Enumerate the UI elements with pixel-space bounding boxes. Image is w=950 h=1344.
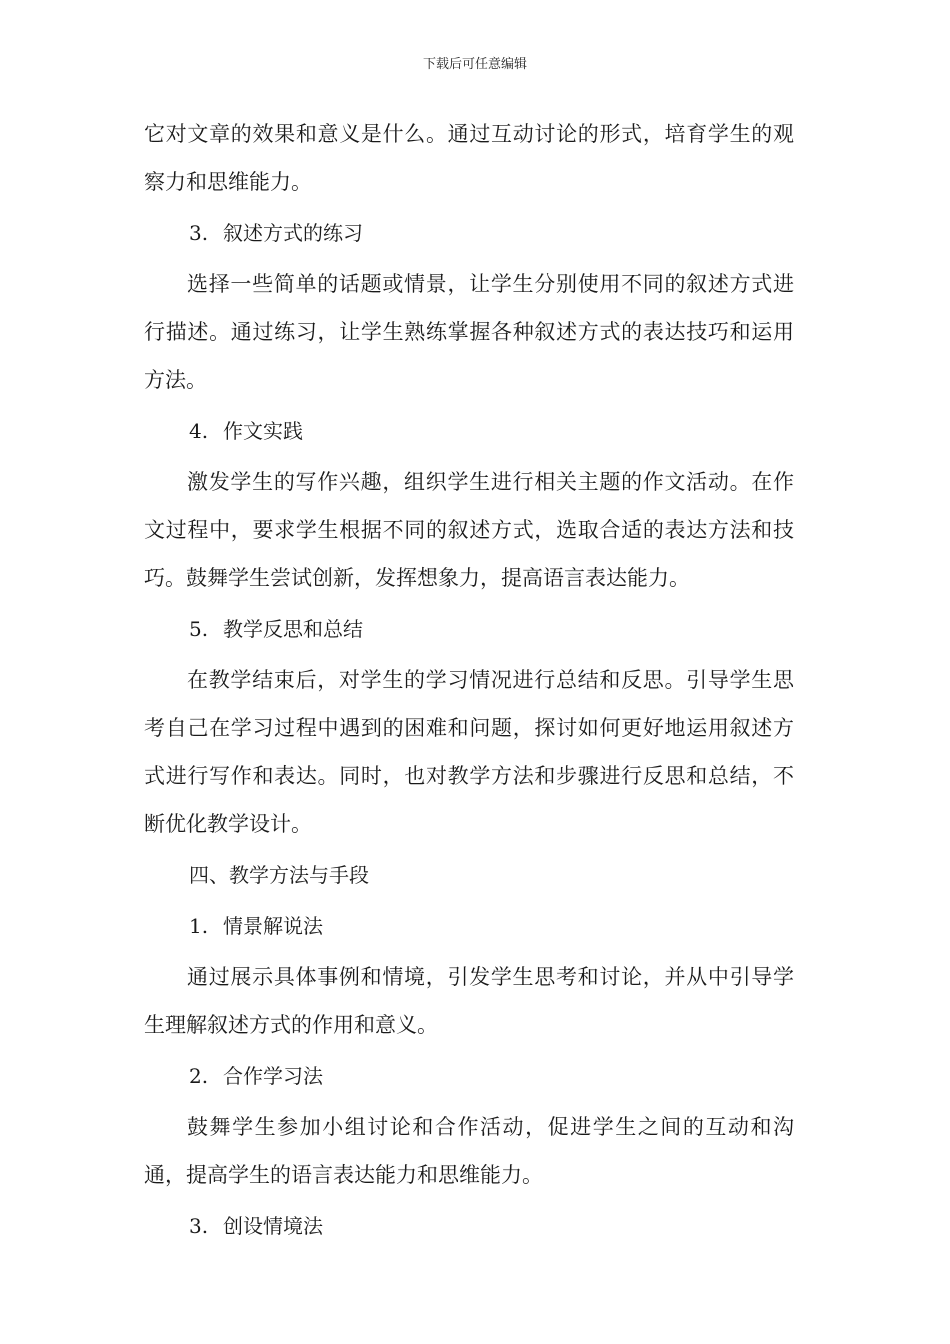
subheading-reflection-summary xyxy=(144,605,794,653)
heading-label: 教学反思和总结 xyxy=(223,617,363,641)
paragraph-continued: 它对文章的效果和意义是什么。通过互动讨论的形式，培育学生的观察力和思维能力。 xyxy=(144,122,794,194)
paragraph: 鼓舞学生参加小组讨论和合作活动，促进学生之间的互动和沟通，提高学生的语言表达能力和思维能力。 xyxy=(144,1115,794,1187)
heading-label: 作文实践 xyxy=(223,419,303,443)
paragraph: 通过展示具体事例和情境，引发学生思考和讨论，并从中引导学生理解叙述方式的作用和意义。 xyxy=(144,965,794,1037)
heading-number: 3. xyxy=(189,1214,209,1238)
paragraph: 激发学生的写作兴趣，组织学生进行相关主题的作文活动。在作文过程中，要求学生根据不同的叙述方式，选取合适的表达方法和技巧。鼓舞学生尝试创新，发挥想象力，提高语言表达能力。 xyxy=(144,470,794,590)
heading-number: 3. xyxy=(189,221,209,245)
paragraph: 选择一些简单的话题或情景，让学生分别使用不同的叙述方式进行描述。通过练习，让学生熟练掌握各种叙述方式的表达技巧和运用方法。 xyxy=(144,272,794,392)
heading-number: 5. xyxy=(189,617,209,641)
subheading-scenario-explanation xyxy=(144,902,794,950)
page-header: 下载后可任意编辑 xyxy=(422,57,527,72)
heading-label: 叙述方式的练习 xyxy=(223,221,363,245)
heading-label: 情景解说法 xyxy=(223,914,323,938)
document-body xyxy=(144,110,794,1250)
subheading-composition-practice xyxy=(144,407,794,455)
section-heading-methods: 四、教学方法与手段 xyxy=(189,863,369,887)
heading-number: 2. xyxy=(189,1064,209,1088)
heading-number: 1. xyxy=(189,914,209,938)
subheading-cooperative-learning xyxy=(144,1052,794,1100)
heading-number: 4. xyxy=(189,419,209,443)
paragraph: 在教学结束后，对学生的学习情况进行总结和反思。引导学生思考自己在学习过程中遇到的困难和问题，探讨如何更好地运用叙述方式进行写作和表达。同时，也对教学方法和步骤进行反思和总结，不断优化教学设计。 xyxy=(144,668,794,836)
heading-label: 创设情境法 xyxy=(223,1214,323,1238)
subheading-narration-practice xyxy=(144,209,794,257)
heading-label: 合作学习法 xyxy=(223,1064,323,1088)
subheading-situation-creation xyxy=(144,1202,794,1250)
